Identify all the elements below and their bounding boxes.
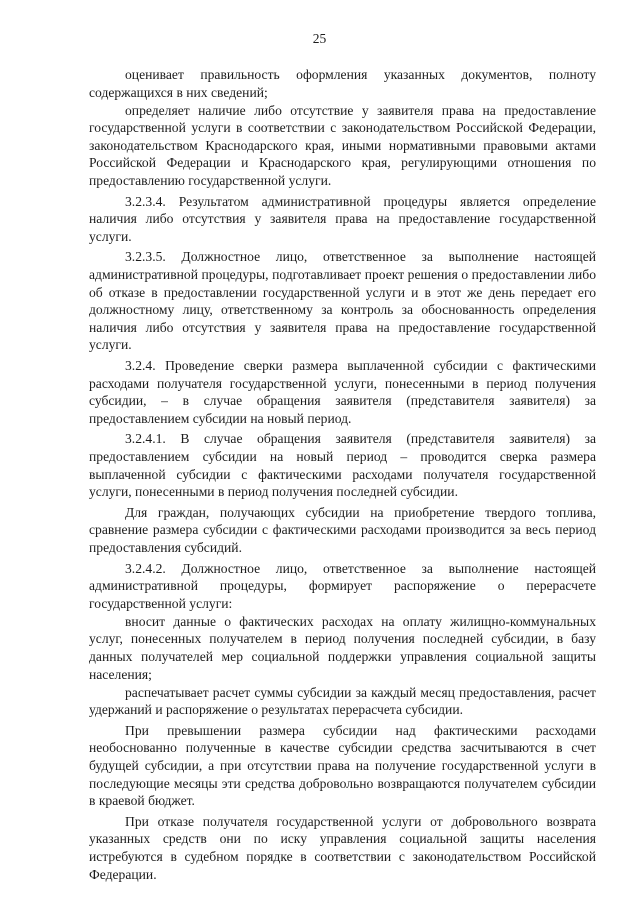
page-number: 25 xyxy=(312,31,327,46)
paragraph-9: вносит данные о фактических расходах на оплату жилищно-коммунальных услуг, понесенных получателем в период получения последней субсидии, в базу данных получателей мер социальной поддержки управления социальной защиты населения; xyxy=(89,613,596,682)
paragraph-12: При отказе получателя государственной услуги от добровольного возврата указанных средств они по иску управления социальной защиты населения истребуются в судебном порядке в соответствии с законодательством Российской Федерации. xyxy=(89,813,596,882)
paragraph-7: Для граждан, получающих субсидии на приобретение твердого топлива, сравнение размера субсидии с фактическими расходами производится за весь период предоставления субсидий. xyxy=(89,504,596,555)
paragraph-5: 3.2.4. Проведение сверки размера выплаченной субсидии с фактическими расходами получателя государственной услуги, понесенными в период получения субсидии, – в случае обращения заявителя (представителя заявителя) за предоставлением субсидии на новый период. xyxy=(89,358,596,426)
paragraph-6: 3.2.4.1. В случае обращения заявителя (представителя заявителя) за предоставлением субсидии на новый период – проводится сверка размера выплаченной субсидии с фактическими расходами получателя государственной услуги, понесенными в период получения последней субсидии. xyxy=(89,431,596,500)
paragraph-3: 3.2.3.4. Результатом административной процедуры является определение наличия либо отсутствия у заявителя права на предоставление государственной услуги. xyxy=(89,193,596,244)
paragraph-1: оценивает правильность оформления указанных документов, полноту содержащихся в них сведений; xyxy=(89,67,596,100)
paragraph-2: определяет наличие либо отсутствие у заявителя права на предоставление государственной услуги в соответствии с законодательством Российской Федерации, законодательством Краснодарского края, иными нормативными правовыми актами Российской Федерации и Краснодарского края, регулирующими отношения по предоставлению государственной услуги. xyxy=(89,102,596,189)
paragraph-4: 3.2.3.5. Должностное лицо, ответственное за выполнение настоящей административной процедуры, подготавливает проект решения о предоставлении либо об отказе в предоставлении государственной услуги и в этот же день передает его должностному лицу, ответственному за контроль за обоснованность определения наличия либо отсутствия у заявителя права на предоставление государственной услуги. xyxy=(89,249,596,353)
paragraph-11: При превышении размера субсидии над фактическими расходами необоснованно полученные в качестве субсидии средства засчитываются в счет будущей субсидии, а при отсутствии права на получение государственной услуги в последующие месяцы эти средства добровольно возвращаются получателем субсидии в краевой бюджет. xyxy=(89,722,596,809)
paragraph-8: 3.2.4.2. Должностное лицо, ответственное за выполнение настоящей административной процедуры, формирует распоряжение о перерасчете государственной услуги: xyxy=(89,560,596,611)
paragraph-10: распечатывает расчет суммы субсидии за каждый месяц предоставления, расчет удержаний и распоряжение о результатах перерасчета субсидии. xyxy=(89,684,596,718)
document-body xyxy=(89,66,596,883)
